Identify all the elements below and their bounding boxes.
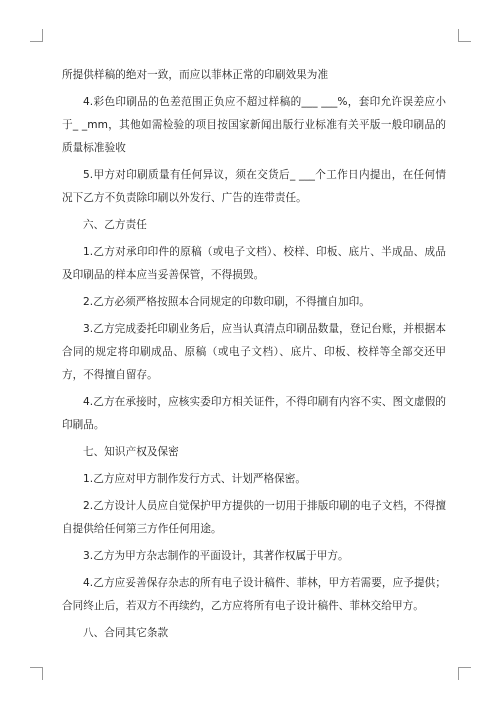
crop-mark-bottom-right <box>458 667 471 680</box>
paragraph-clause-6-2: 2.乙方必须严格按照本合同规定的印数印刷，不得擅自加印。 <box>83 296 370 308</box>
paragraph-clause-6-3: 3.乙方完成委托印刷业务后，应当认真清点印刷品数量，登记台账，并根据本合同的规定将印刷成品、原稿（或电子文档）、底片、印板、校样等全部交还甲方，不得擅自留存。 <box>62 323 446 381</box>
paragraph-clause-6-1: 1.乙方对承印印件的原稿（或电子文档）、校样、印板、底片、半成品、成品及印刷品的样本应当妥善保管，不得损毁。 <box>62 246 446 281</box>
crop-mark-top-right <box>458 29 471 42</box>
paragraph-clause-6-4: 4.乙方在承接时，应核实委印方相关证件，不得印刷有内容不实、图文虚假的印刷品。 <box>62 396 446 431</box>
paragraph-continuation: 所提供样稿的绝对一致，而应以菲林正常的印刷效果为准 <box>62 69 329 81</box>
crop-mark-bottom-left <box>30 667 43 680</box>
section-heading-7: 七、知识产权及保密 <box>83 446 179 458</box>
paragraph-clause-7-4: 4.乙方应妥善保存杂志的所有电子设计稿件、菲林，甲方若需要，应予提供；合同终止后，若双方不再续约，乙方应将所有电子设计稿件、菲林交给甲方。 <box>62 577 446 612</box>
document-body <box>62 64 446 645</box>
crop-mark-top-left <box>30 29 43 42</box>
paragraph-clause-5-4: 4.彩色印刷品的色差范围正负应不超过样稿的___ ___%，套印允许误差应小于_ _mm，其他如需检验的项目按国家新闻出版行业标准有关平版一般印刷品的质量标准验收 <box>62 96 446 154</box>
section-heading-6: 六、乙方责任 <box>83 219 147 231</box>
paragraph-clause-7-2: 2.乙方设计人员应自觉保护甲方提供的一切用于排版印刷的电子文档，不得擅自提供给任何第三方作任何用途。 <box>62 500 446 535</box>
paragraph-clause-7-1: 1.乙方应对甲方制作发行方式、计划严格保密。 <box>83 473 307 485</box>
paragraph-clause-5-5: 5.甲方对印刷质量有任何异议，须在交货后_ ___个工作日内提出，在任何情况下乙方不负责除印刷以外发行、广告的连带责任。 <box>62 169 446 204</box>
paragraph-clause-7-3: 3.乙方为甲方杂志制作的平面设计，其著作权属于甲方。 <box>83 550 349 562</box>
section-heading-8: 八、合同其它条款 <box>83 627 169 639</box>
